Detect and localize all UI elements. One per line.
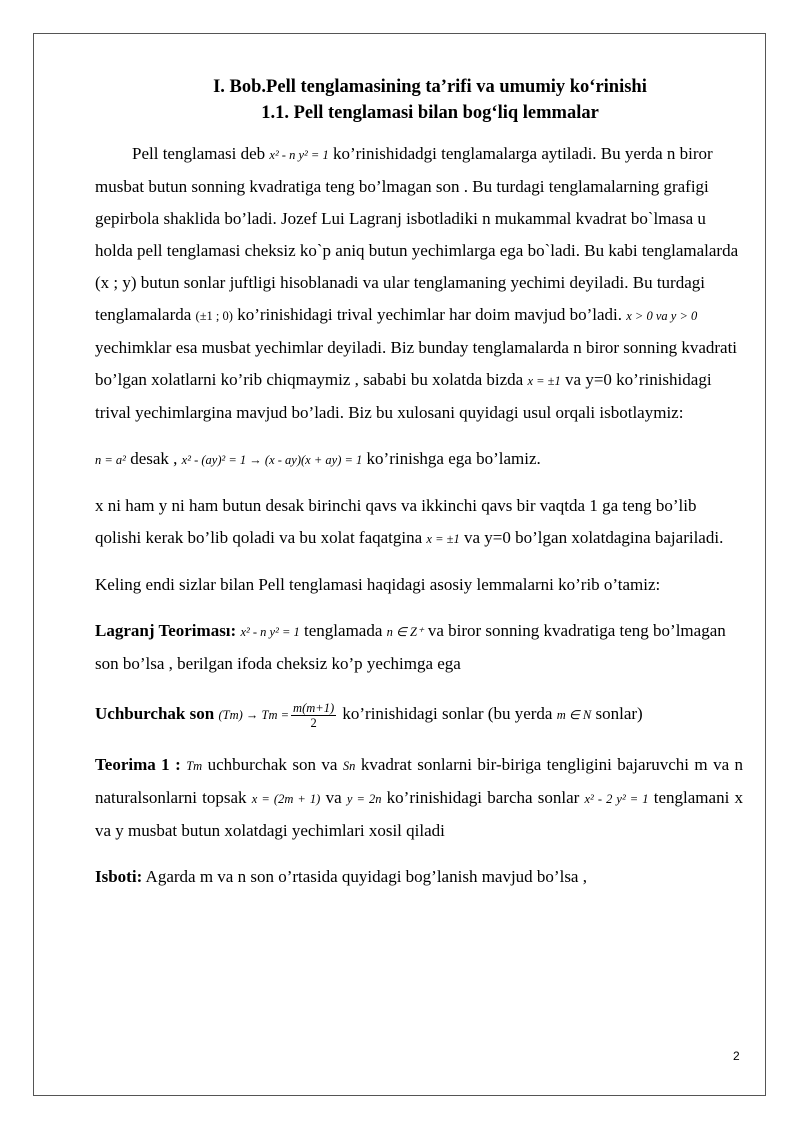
fraction-numerator: m(m+1) — [293, 700, 335, 715]
text: Pell tenglamasi deb — [132, 144, 266, 163]
fraction-denominator: 2 — [310, 715, 317, 730]
paragraph-definition — [95, 138, 743, 429]
paragraph-intro-lemmas — [95, 569, 743, 601]
text: va y=0 bo’lgan xolatdagina bajariladi. — [464, 528, 724, 547]
paragraph-triangular-number — [95, 694, 743, 735]
equation-triangular: (Tm) → Tm = — [218, 708, 290, 722]
paragraph-conclusion — [95, 490, 743, 555]
text: ko’rinishga ega bo’lamiz. — [366, 449, 541, 468]
text: tenglamani x va y musbat butun xolatdagi yechimlari xosil qiladi — [95, 788, 743, 840]
equation-pell: x² - n y² = 1 — [240, 625, 300, 639]
section-title: 1.1. Pell tenglamasi bilan bog‘liq lemmalar — [261, 103, 599, 123]
paragraph-lagrange-theorem — [95, 615, 743, 680]
page-number: 2 — [733, 1049, 740, 1063]
definition-label: Uchburchak son — [95, 704, 215, 723]
text: Keling endi sizlar bilan Pell tenglamasi haqidagi asosiy lemmalarni ko’rib o’tamiz: — [95, 575, 661, 594]
text: tenglamada — [304, 621, 383, 640]
text: desak , — [130, 449, 178, 468]
text: va — [325, 788, 342, 807]
equation-pell-2: x² - 2 y² = 1 — [584, 792, 649, 806]
text: yechimklar esa musbat yechimlar deyiladi. Biz bunday tenglamalarda n biror sonning kvadrati bo’lgan xolatlarni ko’rib chiqmaymiz , sababi bu xolatda bizda — [95, 338, 738, 389]
text: ko’rinishidagi trival yechimlar har doim mavjud bo’ladi. — [237, 305, 622, 324]
paragraph-proof-case — [95, 443, 743, 476]
equation-x-pm1: x = ±1 — [426, 532, 460, 546]
text: ko’rinishidagi barcha sonlar — [386, 788, 580, 807]
theorem-label: Lagranj Teoriması: — [95, 621, 237, 640]
text: ko’rinishidagi sonlar (bu yerda — [342, 704, 553, 723]
equation-x-pm1: x = ±1 — [527, 374, 561, 388]
chapter-title: I. Bob.Pell tenglamasining ta’rifi va umumiy ko‘rinishi — [213, 77, 647, 97]
theorem-label: Teorima 1 : — [95, 755, 181, 774]
text: ko’rinishidadgi tenglamalarga aytiladi. Bu yerda n biror musbat butun sonning kvadratiga teng bo’lmagan son . Bu turdagi tenglamalarning grafigi gepirbola shaklida bo’ladi. Jozef Lui Lagranj isbotladiki n mukammal kvadrat bo`lmasa u holda pell tenglamasi cheksiz ko`p aniq butun yechimlarga ega bo`ladi. Bu kabi tenglamalarda (x ; y) butun sonlar juftligi hisoblanadi va ular tenglamaning yechimi deyiladi. Bu turdagi tenglamalarda — [95, 144, 739, 324]
paragraph-theorem-1 — [95, 749, 743, 847]
text: x ni ham y ni ham butun desak birinchi qavs va ikkinchi qavs bir vaqtda 1 ga teng bo’lib qolishi kerak bo’lib qoladi va bu xolat faqatgina — [95, 496, 697, 547]
equation-positive: x > 0 va y > 0 — [626, 309, 698, 323]
text: va y=0 ko’rinishidagi trival yechimlargina mavjud bo’ladi. Biz bu xulosani quyidagi usul orqali isbotlaymiz: — [95, 370, 712, 422]
document-body — [95, 74, 743, 893]
equation-sn: Sn — [342, 759, 356, 773]
proof-label: Isboti: — [95, 867, 143, 886]
equation-m-in-n: m ∈ N — [556, 708, 592, 722]
paragraph-proof — [95, 861, 743, 893]
equation-factorization: x² - (ay)² = 1 → (x - ay)(x + ay) = 1 — [181, 453, 363, 467]
equation-tm: Tm — [186, 759, 203, 773]
text: va biror sonning kvadratiga teng bo’lmagan son bo’lsa , berilgan ifoda cheksiz ko’p yechimga ega — [95, 621, 726, 673]
equation-trivial: (±1 ; 0) — [195, 309, 233, 323]
equation-x-value: x = (2m + 1) — [251, 792, 321, 806]
equation-y-value: y = 2n — [346, 792, 382, 806]
equation-pell: x² - n y² = 1 — [269, 148, 329, 162]
text: Agarda m va n son o’rtasida quyidagi bog’lanish mavjud bo’lsa , — [145, 867, 587, 886]
text: sonlar) — [595, 704, 643, 723]
fraction — [291, 701, 336, 730]
text: kvadrat sonlarni bir-biriga tengligini bajaruvchi m va n naturalsonlarni topsak — [95, 755, 744, 807]
text: uchburchak son va — [207, 755, 338, 774]
equation-n-in-z: n ∈ Z⁺ — [386, 625, 424, 639]
equation-n-square: n = a² — [95, 453, 126, 467]
